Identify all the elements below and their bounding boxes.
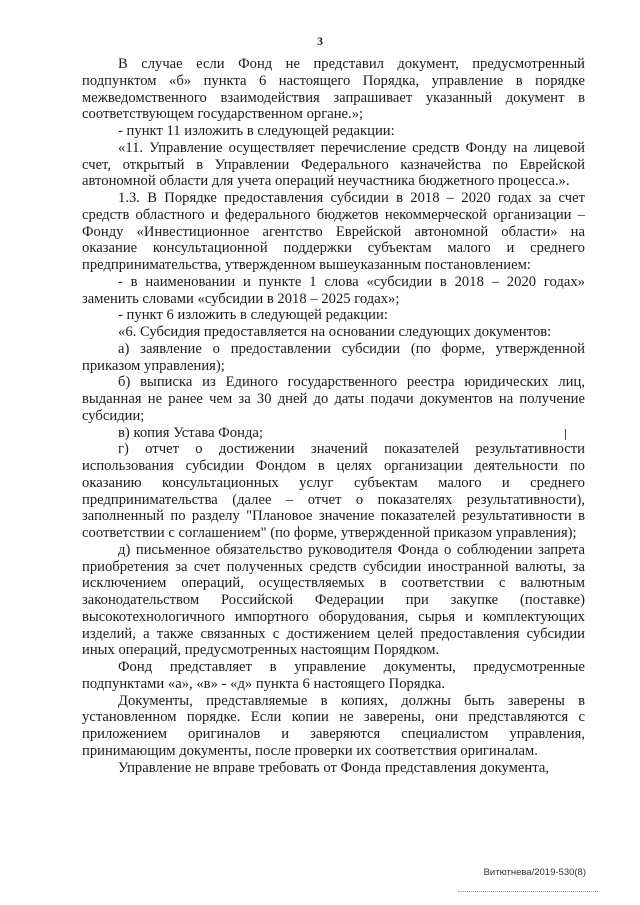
paragraph: г) отчет о достижении значений показателей результативности использования субсидии Фондом в целях организации деятельности по оказанию консультационных услуг субъектам малого и среднего предпринимательства (далее – отчет о показателях результативности), заполненный по разделу "Плановое значение показателей результативности в соответствии с соглашением" (по форме, утвержденной приказом управления); bbox=[82, 441, 585, 541]
paragraph: - в наименовании и пункте 1 слова «субсидии в 2018 – 2020 годах» заменить словами «субсидии в 2018 – 2025 годах»; bbox=[82, 273, 585, 307]
paragraph: 1.3. В Порядке предоставления субсидии в 2018 – 2020 годах за счет средств областного и федерального бюджетов некоммерческой организации – Фонду «Инвестиционное агентство Еврейской автономной области» на оказание консультационной поддержки субъектам малого и среднего предпринимательства, утвержденном вышеуказанным постановлением: bbox=[82, 190, 585, 273]
paragraph: а) заявление о предоставлении субсидии (по форме, утвержденной приказом управления); bbox=[82, 340, 585, 374]
paragraph: д) письменное обязательство руководителя Фонда о соблюдении запрета приобретения за счет полученных средств субсидии иностранной валюты, за исключением операций, осуществляемых в соответствии с валютным законодательством Российской Федерации при закупке (поставке) высокотехнологичного импортного оборудования, сырья и комплектующих изделий, а также связанных с достижением целей предоставления субсидии иных операций, предусмотренных настоящим Порядком. bbox=[82, 541, 585, 659]
scan-edge-line bbox=[458, 891, 598, 893]
paragraph: в) копия Устава Фонда; bbox=[118, 424, 263, 441]
paragraph: «11. Управление осуществляет перечисление средств Фонду на лицевой счет, открытый в Управлении Федерального казначейства по Еврейской автономной области для учета операций неучастника бюджетного процесса.». bbox=[82, 139, 585, 190]
paragraph: В случае если Фонд не представил документ, предусмотренный подпунктом «б» пункта 6 настоящего Порядка, управление в порядке межведомственного взаимодействия запрашивает указанный документ в соответствующем государственном органе.»; bbox=[82, 56, 585, 123]
paragraph: - пункт 11 изложить в следующей редакции: bbox=[118, 123, 395, 139]
scan-artifact bbox=[565, 429, 566, 440]
paragraph: - пункт 6 изложить в следующей редакции: bbox=[118, 307, 388, 324]
paragraph: Управление не вправе требовать от Фонда представления документа, bbox=[118, 759, 549, 776]
paragraph: «6. Субсидия предоставляется на основании следующих документов: bbox=[118, 324, 552, 340]
paragraph: б) выписка из Единого государственного реестра юридических лиц, выданная не ранее чем за 30 дней до даты подачи документов на получение субсидии; bbox=[82, 374, 585, 424]
paragraph: Фонд представляет в управление документы, предусмотренные подпунктами «а», «в» - «д» пункта 6 настоящего Порядка. bbox=[82, 659, 585, 692]
footer-code: Витютнева/2019-530(8) bbox=[483, 867, 586, 878]
document-body bbox=[82, 56, 585, 776]
page-number: 3 bbox=[317, 34, 323, 48]
paragraph: Документы, представляемые в копиях, должны быть заверены в установленном порядке. Если копии не заверены, они представляются с приложением оригиналов и заверяются специалистом управления, принимающим документы, после проверки их соответствия оригиналам. bbox=[82, 692, 585, 759]
